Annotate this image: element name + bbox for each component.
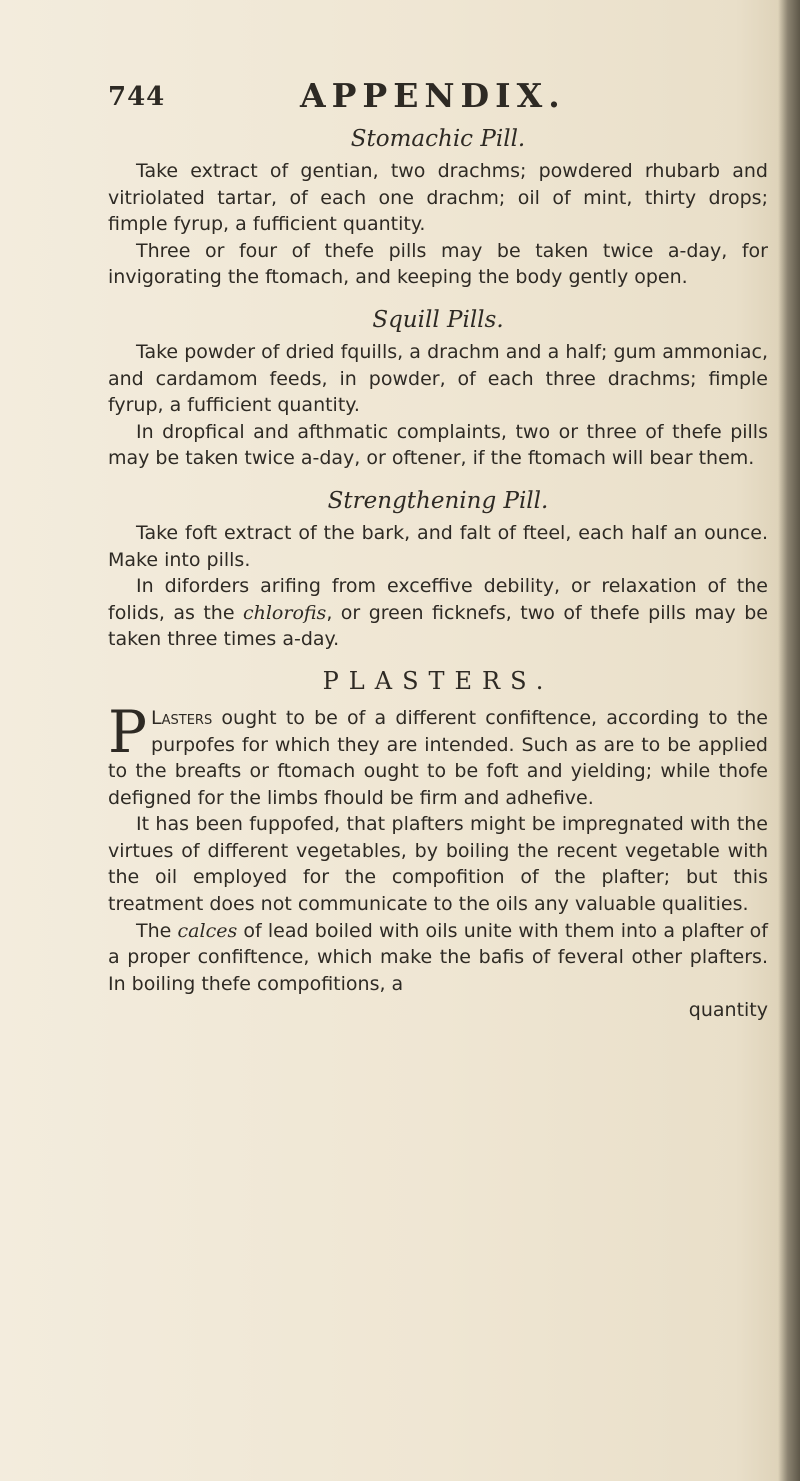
recipe-stomachic-pill: Take extract of gentian, two drachms; powdered rhubarb and vitriolated tartar, of each one drachm; oil of mint, thirty drops; fimple fyrup, a fufficient quantity. — [108, 160, 768, 236]
usage-text-b: , or green ficknefs, two of thefe pills may be taken three times a-day. — [108, 601, 768, 651]
usage-strengthening-pill — [108, 573, 768, 653]
plasters-intro — [108, 697, 768, 811]
section-title-plasters: PLASTERS. — [322, 666, 554, 695]
page-edge-shadow — [778, 0, 800, 1481]
chlorosis-term: chlorofis — [242, 601, 327, 624]
calces-text-a: The — [136, 919, 178, 942]
heading-strengthening-pill: Strengthening Pill. — [327, 487, 549, 514]
page-header — [108, 76, 788, 122]
lead-caps: Lasters — [151, 706, 213, 729]
page-number: 744 — [108, 82, 166, 112]
catchword: quantity — [688, 999, 768, 1022]
plasters-intro-text: ought to be of a different confiftence, according to the purpofes for which they are intended. Such as are to be applied to the breafts or ftomach ought to be foft and yielding; while thofe defigned for the limbs fhould be firm and adhefive. — [108, 706, 768, 809]
usage-text-a: In diforders arifing from exceffive debility, or relaxation of the folids, as the — [108, 575, 768, 624]
usage-stomachic-pill: Three or four of thefe pills may be taken twice a-day, for invigorating the ftomach, and keeping the body gently open. — [108, 239, 768, 289]
calces-text-b: of lead boiled with oils unite with them into a plafter of a proper confiftence, which make the bafis of feveral other plafters. In boiling thefe compofitions, a — [108, 919, 768, 995]
drop-cap: P — [108, 697, 148, 766]
usage-squill-pills: In dropfical and afthmatic complaints, two or three of thefe pills may be taken twice a-day, or oftener, if the ftomach will bear them. — [108, 420, 768, 470]
heading-squill-pills: Squill Pills. — [372, 306, 504, 333]
recipe-squill-pills: Take powder of dried fquills, a drachm and a half; gum ammoniac, and cardamom feeds, in powder, of each three drachms; fimple fyrup, a fufficient quantity. — [108, 340, 768, 417]
recipe-strengthening-pill: Take foft extract of the bark, and falt of fteel, each half an ounce. Make into pills. — [108, 521, 768, 571]
plasters-calces — [108, 918, 768, 998]
running-head: APPENDIX. — [300, 76, 566, 115]
calces-term: calces — [177, 919, 238, 942]
plasters-impregnation: It has been fuppofed, that plafters might be impregnated with the virtues of different vegetables, by boiling the recent vegetable with the oil employed for the compofition of the plafter; but this treatment does not communicate to the oils any valuable qualities. — [108, 813, 768, 916]
heading-stomachic-pill: Stomachic Pill. — [350, 126, 526, 152]
page-body — [108, 120, 768, 1023]
